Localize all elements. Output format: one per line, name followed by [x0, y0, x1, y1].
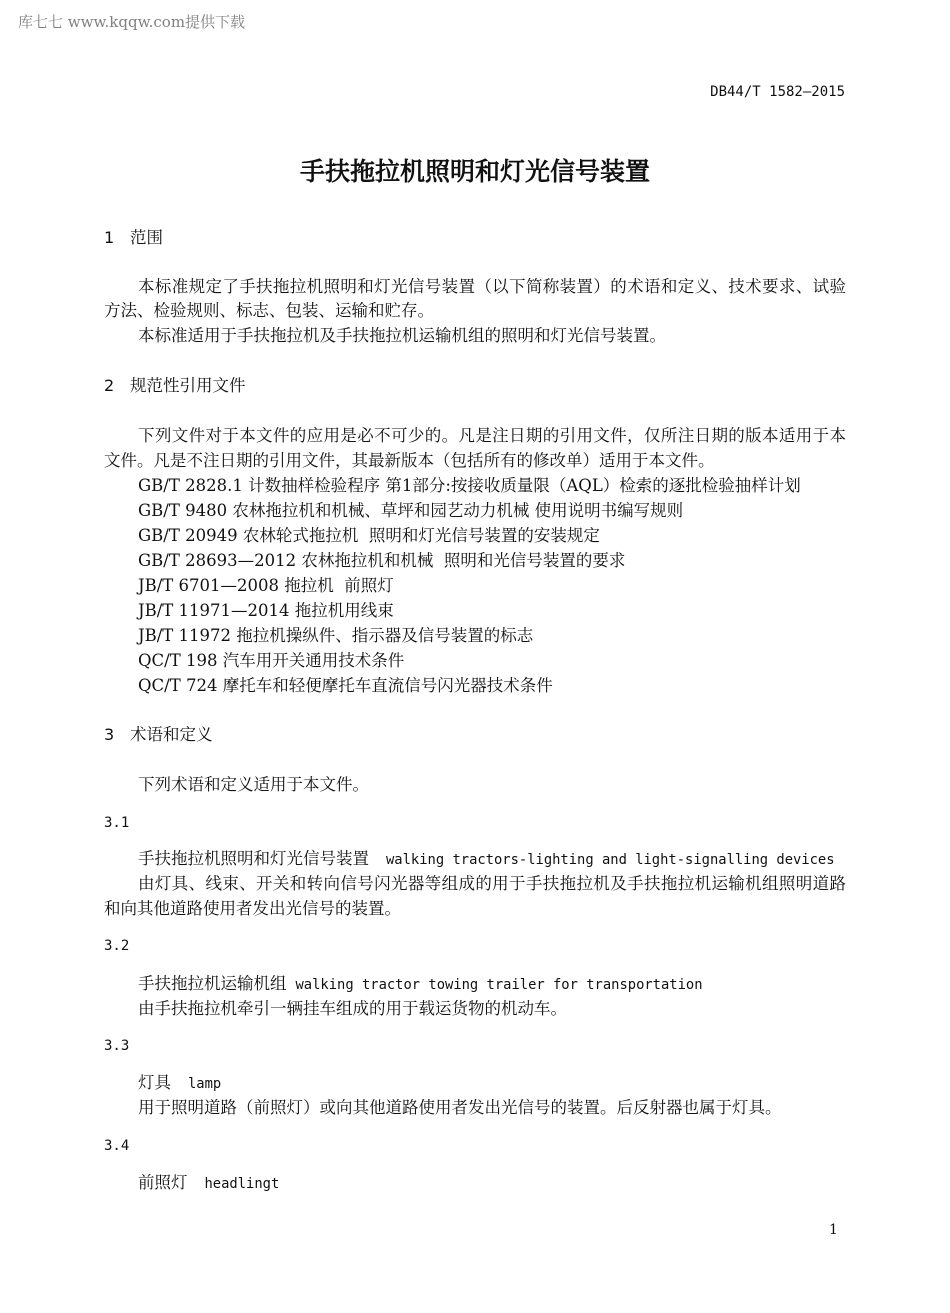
paragraph-line: 下列术语和定义适用于本文件。	[138, 775, 369, 794]
term-chinese: 手扶拖拉机运输机组	[138, 974, 287, 993]
term-entry	[138, 1173, 279, 1194]
term-definition-line: 和向其他道路使用者发出光信号的装置。	[104, 899, 401, 918]
reference-item: GB/T 28693—2012 农林拖拉机和机械 照明和光信号装置的要求	[138, 551, 626, 570]
paragraph-line: 下列文件对于本文件的应用是必不可少的。凡是注日期的引用文件，仅所注日期的版本适用于本	[138, 426, 846, 445]
term-definition-line: 用于照明道路（前照灯）或向其他道路使用者发出光信号的装置。后反射器也属于灯具。	[138, 1098, 782, 1117]
term-entry	[138, 1073, 221, 1094]
term-entry	[138, 974, 703, 995]
paragraph-line: 文件。凡是不注日期的引用文件，其最新版本（包括所有的修改单）适用于本文件。	[104, 451, 715, 470]
term-english: lamp	[188, 1076, 222, 1092]
term-number: 3.3	[104, 1038, 130, 1054]
section-heading: 规范性引用文件	[130, 376, 246, 395]
term-definition-line: 由手扶拖拉机牵引一辆挂车组成的用于载运货物的机动车。	[138, 999, 567, 1018]
document-title: 手扶拖拉机照明和灯光信号装置	[299, 157, 650, 186]
reference-item: JB/T 11972 拖拉机操纵件、指示器及信号装置的标志	[138, 626, 534, 645]
paragraph-line: 方法、检验规则、标志、包装、运输和贮存。	[104, 301, 434, 320]
term-definition-line: 由灯具、线束、开关和转向信号闪光器等组成的用于手扶拖拉机及手扶拖拉机运输机组照明道路	[138, 874, 846, 893]
section-heading: 术语和定义	[130, 725, 213, 744]
reference-item: JB/T 6701—2008 拖拉机 前照灯	[138, 576, 394, 595]
term-english: headlingt	[204, 1176, 280, 1192]
paragraph-line: 本标准规定了手扶拖拉机照明和灯光信号装置（以下简称装置）的术语和定义、技术要求、试验	[138, 277, 846, 296]
term-english: walking tractors-lighting and light-signalling devices	[386, 852, 835, 868]
term-number: 3.1	[104, 815, 130, 831]
section-number: 1	[104, 228, 115, 247]
section-heading: 范围	[130, 228, 163, 247]
term-number: 3.4	[104, 1138, 130, 1154]
reference-item: QC/T 198 汽车用开关通用技术条件	[138, 651, 405, 670]
term-chinese: 灯具	[138, 1073, 171, 1092]
term-english: walking tractor towing trailer for transportation	[295, 977, 703, 993]
reference-item: GB/T 2828.1 计数抽样检验程序 第1部分:按接收质量限（AQL）检索的逐批检验抽样计划	[138, 476, 801, 495]
term-chinese: 前照灯	[138, 1173, 188, 1192]
section-number: 2	[104, 376, 115, 395]
term-entry	[138, 849, 835, 870]
page-number: 1	[829, 1222, 838, 1238]
document-number: DB44/T 1582—2015	[710, 84, 845, 100]
section-number: 3	[104, 725, 115, 744]
watermark-text: 库七七 www.kqqw.com提供下载	[18, 13, 246, 31]
reference-item: GB/T 20949 农林轮式拖拉机 照明和灯光信号装置的安装规定	[138, 526, 600, 545]
paragraph-line: 本标准适用于手扶拖拉机及手扶拖拉机运输机组的照明和灯光信号装置。	[138, 326, 666, 345]
term-number: 3.2	[104, 938, 130, 954]
reference-item: QC/T 724 摩托车和轻便摩托车直流信号闪光器技术条件	[138, 676, 553, 695]
reference-item: JB/T 11971—2014 拖拉机用线束	[138, 601, 394, 620]
reference-item: GB/T 9480 农林拖拉机和机械、草坪和园艺动力机械 使用说明书编写规则	[138, 501, 684, 520]
term-chinese: 手扶拖拉机照明和灯光信号装置	[138, 849, 369, 868]
